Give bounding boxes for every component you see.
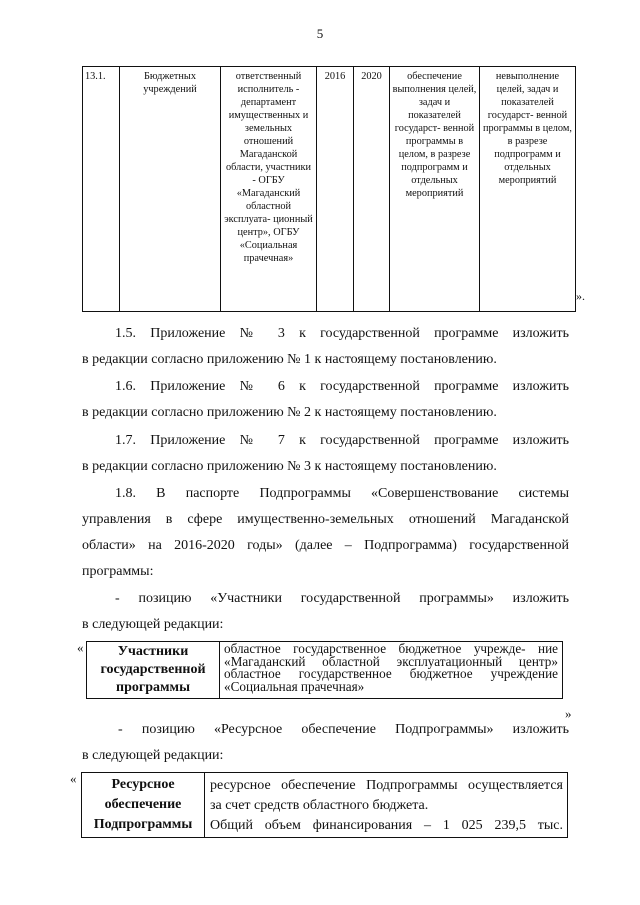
paragraph-line: в редакции согласно приложению № 3 к настоящему постановлению. [82,459,497,474]
paragraph-line: управления в сфере имущественно-земельных отношений Магаданской [82,512,569,527]
participants-label: Участники государственной программы [87,642,220,699]
paragraph-1-5 [82,321,569,373]
paragraph-line: в следующей редакции: [82,617,224,632]
table-row [83,67,576,312]
consequences-cell: невыполнение целей, задач и показателей государст- венной программы в целом, в разрезе подпрограмм и отдельных мероприятий [480,67,576,312]
paragraph-1-7 [82,428,569,480]
resources-open-quote: « [70,771,77,786]
position-resources-instruction [82,717,569,769]
participants-close-quote: » [565,706,572,721]
page-number: 5 [316,26,324,41]
paragraph-line: в следующей редакции: [82,748,224,763]
table-closing-mark: ». [576,289,588,303]
resources-value-line: ресурсное обеспечение Подпрограммы осуществляется [210,778,563,793]
resources-value-line: Общий объем финансирования – 1 025 239,5 тыс. [210,818,563,833]
paragraph-line: 1.5. Приложение № 3 к государственной программе изложить [115,326,569,341]
row-number-cell: 13.1. [83,67,120,312]
paragraph-1-8 [82,481,569,585]
table-row [82,773,568,838]
resources-value-line: за счет средств областного бюджета. [210,798,429,813]
table-row [87,642,563,699]
participants-table [86,641,563,699]
paragraph-line: в редакции согласно приложению № 1 к настоящему постановлению. [82,352,497,367]
row-name-cell: Бюджетных учреждений [120,67,221,312]
paragraph-line: программы: [82,564,154,579]
program-activities-table [82,66,576,312]
paragraph-line: в редакции согласно приложению № 2 к настоящему постановлению. [82,405,497,420]
paragraph-1-6 [82,374,569,426]
paragraph-line: 1.6. Приложение № 6 к государственной программе изложить [115,379,569,394]
start-year-cell: 2016 [317,67,354,312]
participants-value: областное государственное бюджетное учрежде- ние «Магаданский областной эксплуатационный центр» областное государственное бюджетное учреждение «Социальная прачечная» [220,642,563,699]
position-participants-instruction [82,586,569,638]
end-year-cell: 2020 [354,67,390,312]
resources-value [205,773,568,838]
paragraph-line: области» на 2016-2020 годы» (далее – Подпрограмма) государственной [82,538,569,553]
executor-cell: ответственный исполнитель - департамент имущественных и земельных отношений Магаданской области, участники - ОГБУ «Магаданский областной эксплуата- ционный центр», ОГБУ «Социальная прачечная» [221,67,317,312]
paragraph-line: 1.7. Приложение № 7 к государственной программе изложить [115,433,569,448]
resources-label: Ресурсное обеспечение Подпрограммы [82,773,205,838]
paragraph-line: - позицию «Ресурсное обеспечение Подпрограммы» изложить [118,722,569,737]
participants-open-quote: « [77,640,84,655]
paragraph-line: 1.8. В паспорте Подпрограммы «Совершенствование системы [115,486,569,501]
resources-table [81,772,568,838]
expected-result-cell: обеспечение выполнения целей, задач и показателей государст- венной программы в целом, в разрезе подпрограмм и отдельных мероприятий [390,67,480,312]
paragraph-line: - позицию «Участники государственной программы» изложить [115,591,569,606]
